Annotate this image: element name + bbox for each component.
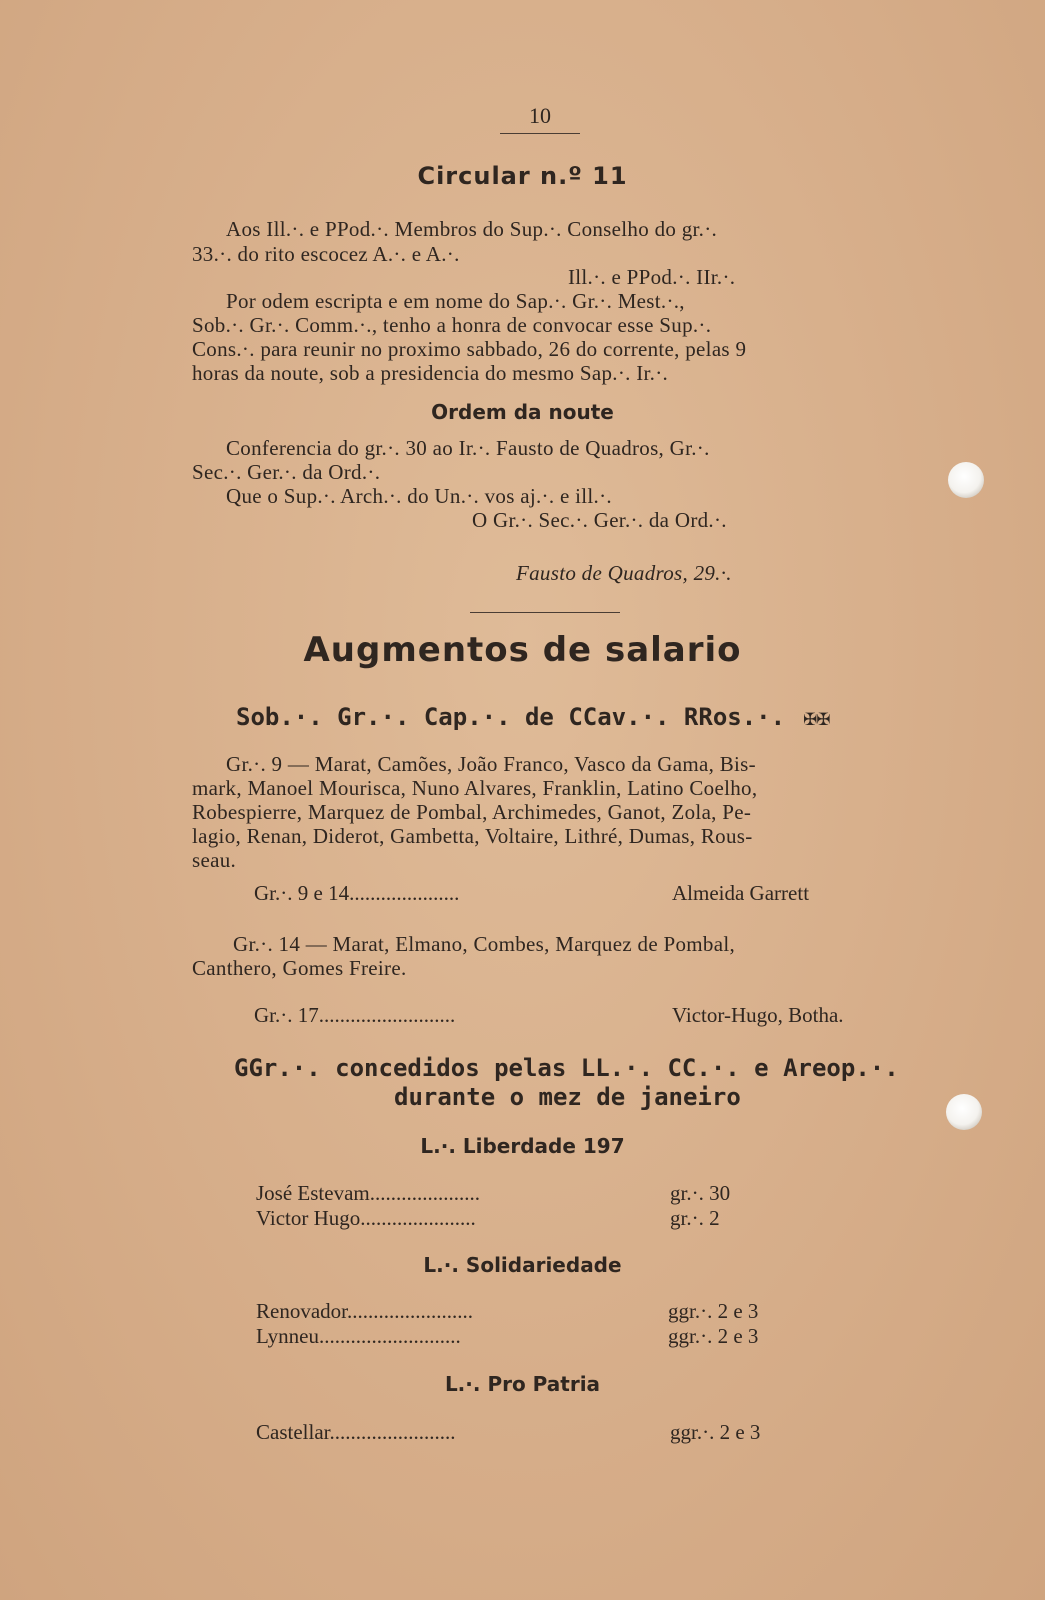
circular-line-4: Por odem escripta e em nome do Sap.·. Gr.·. Mest.·., [226,289,685,313]
gr14-line-1: Gr.·. 14 — Marat, Elmano, Combes, Marquez de Pombal, [233,932,736,956]
page-number: 10 [529,103,551,128]
entry-name: Lynneu........................... [256,1324,461,1348]
circular-line-3: Ill.·. e PPod.·. IIr.·. [568,265,736,289]
gr9-line-4: lagio, Renan, Diderot, Gambetta, Voltaire, Lithré, Dumas, Rous- [192,824,753,848]
entry-grade: gr.·. 2 [670,1206,720,1230]
gr17-label: Gr.·. 17.......................... [254,1003,456,1027]
gr9-line-5: seau. [192,848,237,872]
entry-name: Renovador........................ [256,1299,473,1323]
circular-line-6: Cons.·. para reunir no proximo sabbado, 26 do corrente, pelas 9 [192,337,747,361]
gr14-line-2: Canthero, Gomes Freire. [192,956,407,980]
loja-heading-pro-patria: L.·. Pro Patria [444,1372,601,1396]
loja-heading-solidariedade: L.·. Solidariedade [423,1253,622,1277]
order-heading: Ordem da noute [431,400,614,424]
gr9e14-label: Gr.·. 9 e 14..................... [254,881,460,905]
circular-line-2: 33.·. do rito escocez A.·. e A.·. [192,242,460,266]
section-separator [470,612,620,613]
gr9-line-2: mark, Manoel Mourisca, Nuno Alvares, Franklin, Latino Coelho, [192,776,758,800]
entry-grade: ggr.·. 2 e 3 [670,1420,761,1444]
entry-name: Victor Hugo...................... [256,1206,476,1230]
page-number-rule [500,133,580,134]
maltese-cross-icon: ✠✠ [803,706,831,731]
graus-heading-line-2: durante o mez de janeiro [394,1083,741,1111]
entry-name: Castellar........................ [256,1420,456,1444]
entry-grade: ggr.·. 2 e 3 [668,1299,759,1323]
circular-line-1: Aos Ill.·. e PPod.·. Membros do Sup.·. Conselho do gr.·. [226,217,718,241]
order-line-3: Que o Sup.·. Arch.·. do Un.·. vos aj.·. e ill.·. [226,484,612,508]
gr9-line-3: Robespierre, Marquez de Pombal, Archimedes, Ganot, Zola, Pe- [192,800,752,824]
entry-grade: ggr.·. 2 e 3 [668,1324,759,1348]
circular-line-5: Sob.·. Gr.·. Comm.·., tenho a honra de convocar esse Sup.·. [192,313,712,337]
gr9-line-1: Gr.·. 9 — Marat, Camões, João Franco, Vasco da Gama, Bis- [226,752,756,776]
binding-hole-icon [948,462,984,498]
loja-heading-liberdade: L.·. Liberdade 197 [420,1134,625,1158]
binding-hole-icon [946,1094,982,1130]
gr9e14-value: Almeida Garrett [672,881,810,905]
augmentos-subtitle [236,703,830,731]
signature: Fausto de Quadros, 29.·. [516,561,732,585]
circular-title: Circular n.º 11 [417,162,628,190]
augmentos-title: Augmentos de salario [303,630,742,670]
gr17-value: Victor-Hugo, Botha. [672,1003,844,1027]
entry-name: José Estevam..................... [256,1181,480,1205]
order-line-1: Conferencia do gr.·. 30 ao Ir.·. Fausto de Quadros, Gr.·. [226,436,710,460]
entry-grade: gr.·. 30 [670,1181,731,1205]
order-line-4: O Gr.·. Sec.·. Ger.·. da Ord.·. [472,508,727,532]
circular-line-7: horas da noute, sob a presidencia do mesmo Sap.·. Ir.·. [192,361,669,385]
order-line-2: Sec.·. Ger.·. da Ord.·. [192,460,381,484]
graus-heading-line-1: GGr.·. concedidos pelas LL.·. CC.·. e Areop.·. [234,1054,899,1082]
augmentos-subtitle-text: Sob.·. Gr.·. Cap.·. de CCav.·. RRos.·. [236,703,786,731]
